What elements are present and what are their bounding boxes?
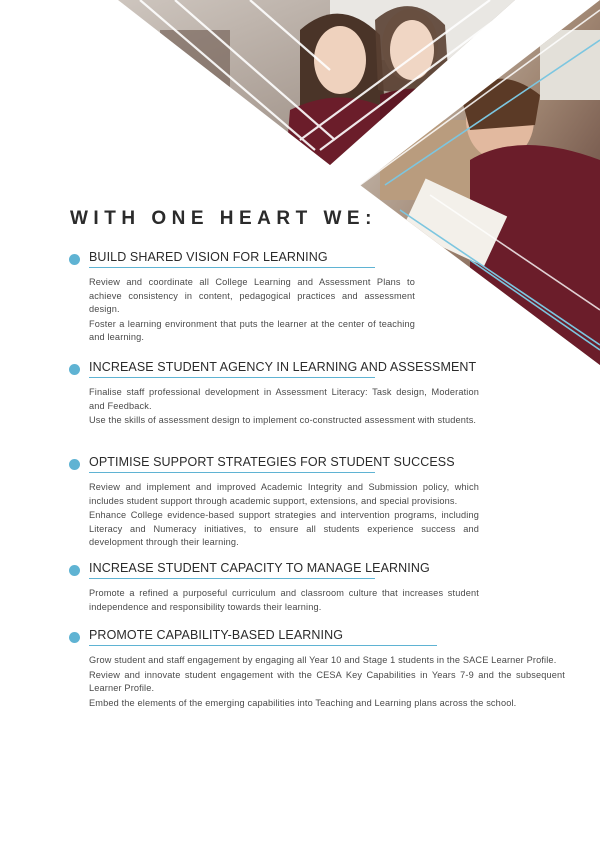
- section-title: BUILD SHARED VISION FOR LEARNING: [89, 250, 328, 264]
- section-increase-student-agency: [89, 360, 479, 429]
- section-paragraph: Finalise staff professional development in Assessment Literacy: Task design, Moderation and Feedback.: [89, 387, 479, 411]
- bullet-icon: [69, 632, 80, 643]
- section-paragraph: Review and implement and improved Academic Integrity and Submission policy, which includes student support through academic support, extensions, and special provisions.: [89, 482, 479, 506]
- section-optimise-support: [89, 455, 479, 550]
- section-promote-capability: [89, 628, 565, 711]
- section-title: INCREASE STUDENT CAPACITY TO MANAGE LEARNING: [89, 561, 430, 575]
- section-divider: [89, 645, 437, 646]
- section-paragraph: Review and coordinate all College Learning and Assessment Plans to achieve consistency in content, pedagogical practices and assessment design.: [89, 277, 415, 315]
- bullet-icon: [69, 459, 80, 470]
- bullet-icon: [69, 565, 80, 576]
- section-paragraph: Enhance College evidence-based support strategies and intervention programs, including Literacy and Numeracy initiatives, to ensure all students experience success and development through their learning.: [89, 510, 479, 547]
- section-divider: [89, 472, 375, 473]
- section-paragraph: Grow student and staff engagement by engaging all Year 10 and Stage 1 students in the SACE Learner Profile.: [89, 655, 557, 666]
- section-build-shared-vision: [89, 250, 415, 345]
- section-divider: [89, 267, 375, 268]
- section-title: PROMOTE CAPABILITY-BASED LEARNING: [89, 628, 344, 642]
- page-heading: WITH ONE HEART WE:: [70, 208, 377, 229]
- section-paragraph: Promote a refined a purposeful curriculum and classroom culture that increases student independence and responsibility towards their learning.: [89, 588, 479, 612]
- section-divider: [89, 578, 375, 579]
- section-paragraph: Review and innovate student engagement with the CESA Key Capabilities in Years 7-9 and the subsequent Learner Profile.: [89, 669, 565, 694]
- section-paragraph: Embed the elements of the emerging capabilities into Teaching and Learning plans across the school.: [89, 697, 517, 708]
- section-title: INCREASE STUDENT AGENCY IN LEARNING AND ASSESSMENT: [89, 360, 477, 374]
- bullet-icon: [69, 254, 80, 265]
- section-paragraph: Foster a learning environment that puts the learner at the center of teaching and learning.: [89, 318, 415, 342]
- section-title: OPTIMISE SUPPORT STRATEGIES FOR STUDENT SUCCESS: [89, 455, 455, 469]
- section-paragraph: Use the skills of assessment design to implement co-constructed assessment with students.: [89, 415, 477, 426]
- bullet-icon: [69, 364, 80, 375]
- section-increase-student-capacity: [89, 561, 479, 615]
- section-divider: [89, 377, 375, 378]
